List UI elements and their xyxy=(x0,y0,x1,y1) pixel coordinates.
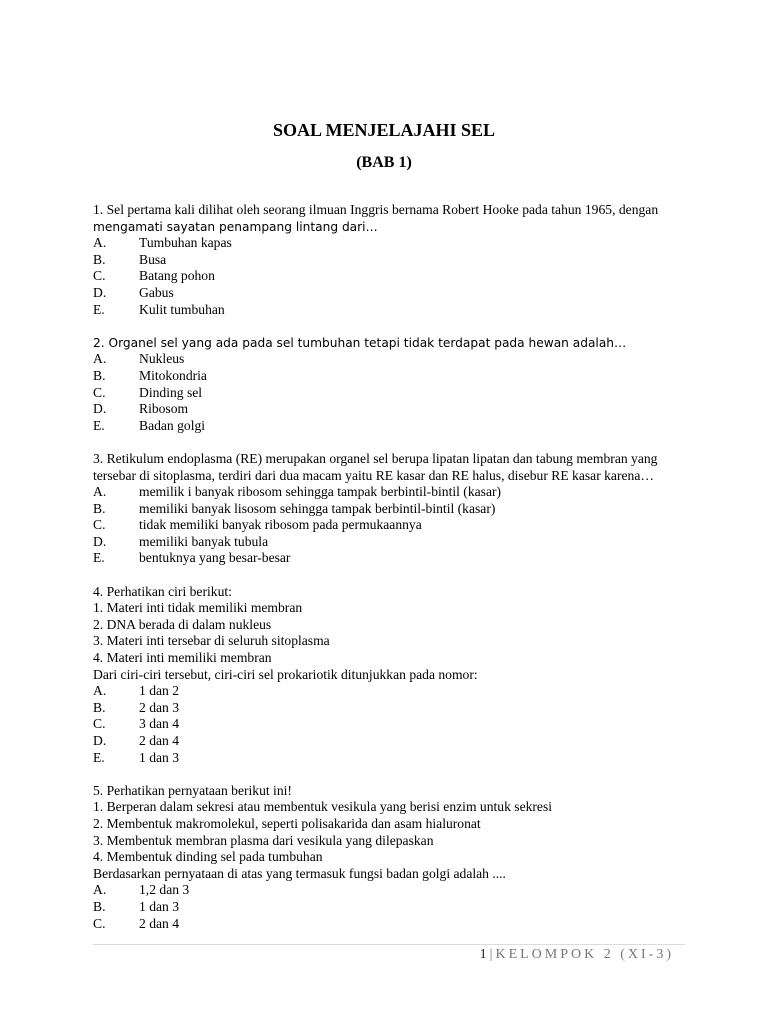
option-letter: A. xyxy=(93,484,107,500)
question-3 xyxy=(93,451,685,567)
option-letter: B. xyxy=(93,367,106,383)
question-text-continued: mengamati sayatan penampang lintang dari… xyxy=(93,219,378,234)
option-letter: A. xyxy=(93,235,107,251)
page-number: 1 xyxy=(479,947,490,962)
question-text: 3. Retikulum endoplasma (RE) merupakan organel sel berupa lipatan lipatan dan tabung membran yang xyxy=(93,450,658,466)
option-text: Busa xyxy=(139,251,167,267)
option-letter: C. xyxy=(93,915,106,931)
option-a xyxy=(93,882,685,899)
option-d xyxy=(93,733,685,750)
option-text: Batang pohon xyxy=(139,268,215,284)
option-letter: C. xyxy=(93,384,106,400)
option-e xyxy=(93,750,685,767)
option-b xyxy=(93,368,685,385)
option-letter: D. xyxy=(93,401,107,417)
option-letter: A. xyxy=(93,683,107,699)
option-a xyxy=(93,484,685,501)
question-prompt: Berdasarkan pernyataan di atas yang termasuk fungsi badan golgi adalah .... xyxy=(93,865,506,881)
option-text: Nukleus xyxy=(139,351,185,367)
option-text: 1 dan 2 xyxy=(139,683,180,699)
option-text: 1 dan 3 xyxy=(139,898,180,914)
option-text: memiliki banyak lisosom sehingga tampak berbintil-bintil (kasar) xyxy=(139,500,496,516)
option-text: 2 dan 3 xyxy=(139,699,180,715)
option-a xyxy=(93,235,685,252)
option-a xyxy=(93,683,685,700)
statement-2: 2. DNA berada di dalam nukleus xyxy=(93,616,272,632)
option-text: Badan golgi xyxy=(139,417,206,433)
option-b xyxy=(93,501,685,518)
page-footer xyxy=(480,947,674,963)
option-e xyxy=(93,302,685,319)
statement-2: 2. Membentuk makromolekul, seperti polisakarida dan asam hialuronat xyxy=(93,815,481,831)
option-text: Tumbuhan kapas xyxy=(139,235,232,251)
option-letter: A. xyxy=(93,351,107,367)
question-list xyxy=(93,202,685,949)
option-d xyxy=(93,285,685,302)
option-text: Dinding sel xyxy=(139,384,203,400)
page-title: SOAL MENJELAJAHI SEL xyxy=(272,120,496,140)
question-text: 5. Perhatikan pernyataan berikut ini! xyxy=(93,782,292,798)
question-text-continued: tersebar di sitoplasma, terdiri dari dua macam yaitu RE kasar dan RE halus, disebur RE kasar karena… xyxy=(93,467,654,483)
option-letter: B. xyxy=(93,500,106,516)
question-text: 2. Organel sel yang ada pada sel tumbuhan tetapi tidak terdapat pada hewan adalah… xyxy=(93,335,627,350)
option-c xyxy=(93,268,685,285)
option-text: 3 dan 4 xyxy=(139,716,180,732)
question-text: 1. Sel pertama kali dilihat oleh seorang ilmuan Inggris bernama Robert Hooke pada tahun 1965, dengan xyxy=(93,202,659,217)
option-e xyxy=(93,418,685,435)
question-2 xyxy=(93,335,685,435)
option-text: bentuknya yang besar-besar xyxy=(139,550,291,566)
option-text: memiliki banyak tubula xyxy=(139,533,269,549)
question-4 xyxy=(93,584,685,767)
statement-4: 4. Membentuk dinding sel pada tumbuhan xyxy=(93,849,323,865)
question-prompt: Dari ciri-ciri tersebut, ciri-ciri sel prokariotik ditunjukkan pada nomor: xyxy=(93,666,478,682)
option-letter: E. xyxy=(93,417,105,433)
option-letter: A. xyxy=(93,882,107,898)
statement-1: 1. Materi inti tidak memiliki membran xyxy=(93,600,303,616)
option-e xyxy=(93,550,685,567)
option-a xyxy=(93,351,685,368)
option-b xyxy=(93,899,685,916)
option-letter: B. xyxy=(93,699,106,715)
option-text: 1,2 dan 3 xyxy=(139,882,190,898)
option-text: 1 dan 3 xyxy=(139,749,180,765)
option-text: Ribosom xyxy=(139,401,189,417)
question-5 xyxy=(93,783,685,932)
question-text: 4. Perhatikan ciri berikut: xyxy=(93,583,232,599)
footer-divider xyxy=(93,944,685,945)
footer-group-label: KELOMPOK 2 (XI-3) xyxy=(495,947,674,962)
option-b xyxy=(93,252,685,269)
option-d xyxy=(93,534,685,551)
option-letter: D. xyxy=(93,284,107,300)
option-d xyxy=(93,401,685,418)
option-letter: D. xyxy=(93,533,107,549)
option-text: 2 dan 4 xyxy=(139,915,180,931)
option-b xyxy=(93,700,685,717)
option-letter: B. xyxy=(93,251,106,267)
option-letter: C. xyxy=(93,716,106,732)
option-c xyxy=(93,385,685,402)
option-letter: E. xyxy=(93,550,105,566)
option-text: Kulit tumbuhan xyxy=(139,301,225,317)
page-subtitle: (BAB 1) xyxy=(356,154,412,171)
statement-1: 1. Berperan dalam sekresi atau membentuk vesikula yang berisi enzim untuk sekresi xyxy=(93,799,553,815)
option-c xyxy=(93,517,685,534)
statement-4: 4. Materi inti memiliki membran xyxy=(93,650,272,666)
option-letter: C. xyxy=(93,517,106,533)
option-text: tidak memiliki banyak ribosom pada permukaannya xyxy=(139,517,422,533)
option-text: Gabus xyxy=(139,284,174,300)
question-1 xyxy=(93,202,685,318)
option-letter: B. xyxy=(93,898,106,914)
option-letter: E. xyxy=(93,749,105,765)
option-letter: E. xyxy=(93,301,105,317)
option-c xyxy=(93,916,685,933)
option-letter: D. xyxy=(93,733,107,748)
option-text: 2 dan 4 xyxy=(139,733,180,748)
footer-separator: | xyxy=(489,947,496,962)
option-text: Mitokondria xyxy=(139,367,207,383)
statement-3: 3. Membentuk membran plasma dari vesikula yang dilepaskan xyxy=(93,832,434,848)
option-c xyxy=(93,716,685,733)
option-text: memilik i banyak ribosom sehingga tampak berbintil-bintil (kasar) xyxy=(139,484,502,500)
statement-3: 3. Materi inti tersebar di seluruh sitoplasma xyxy=(93,633,330,649)
option-letter: C. xyxy=(93,268,106,284)
